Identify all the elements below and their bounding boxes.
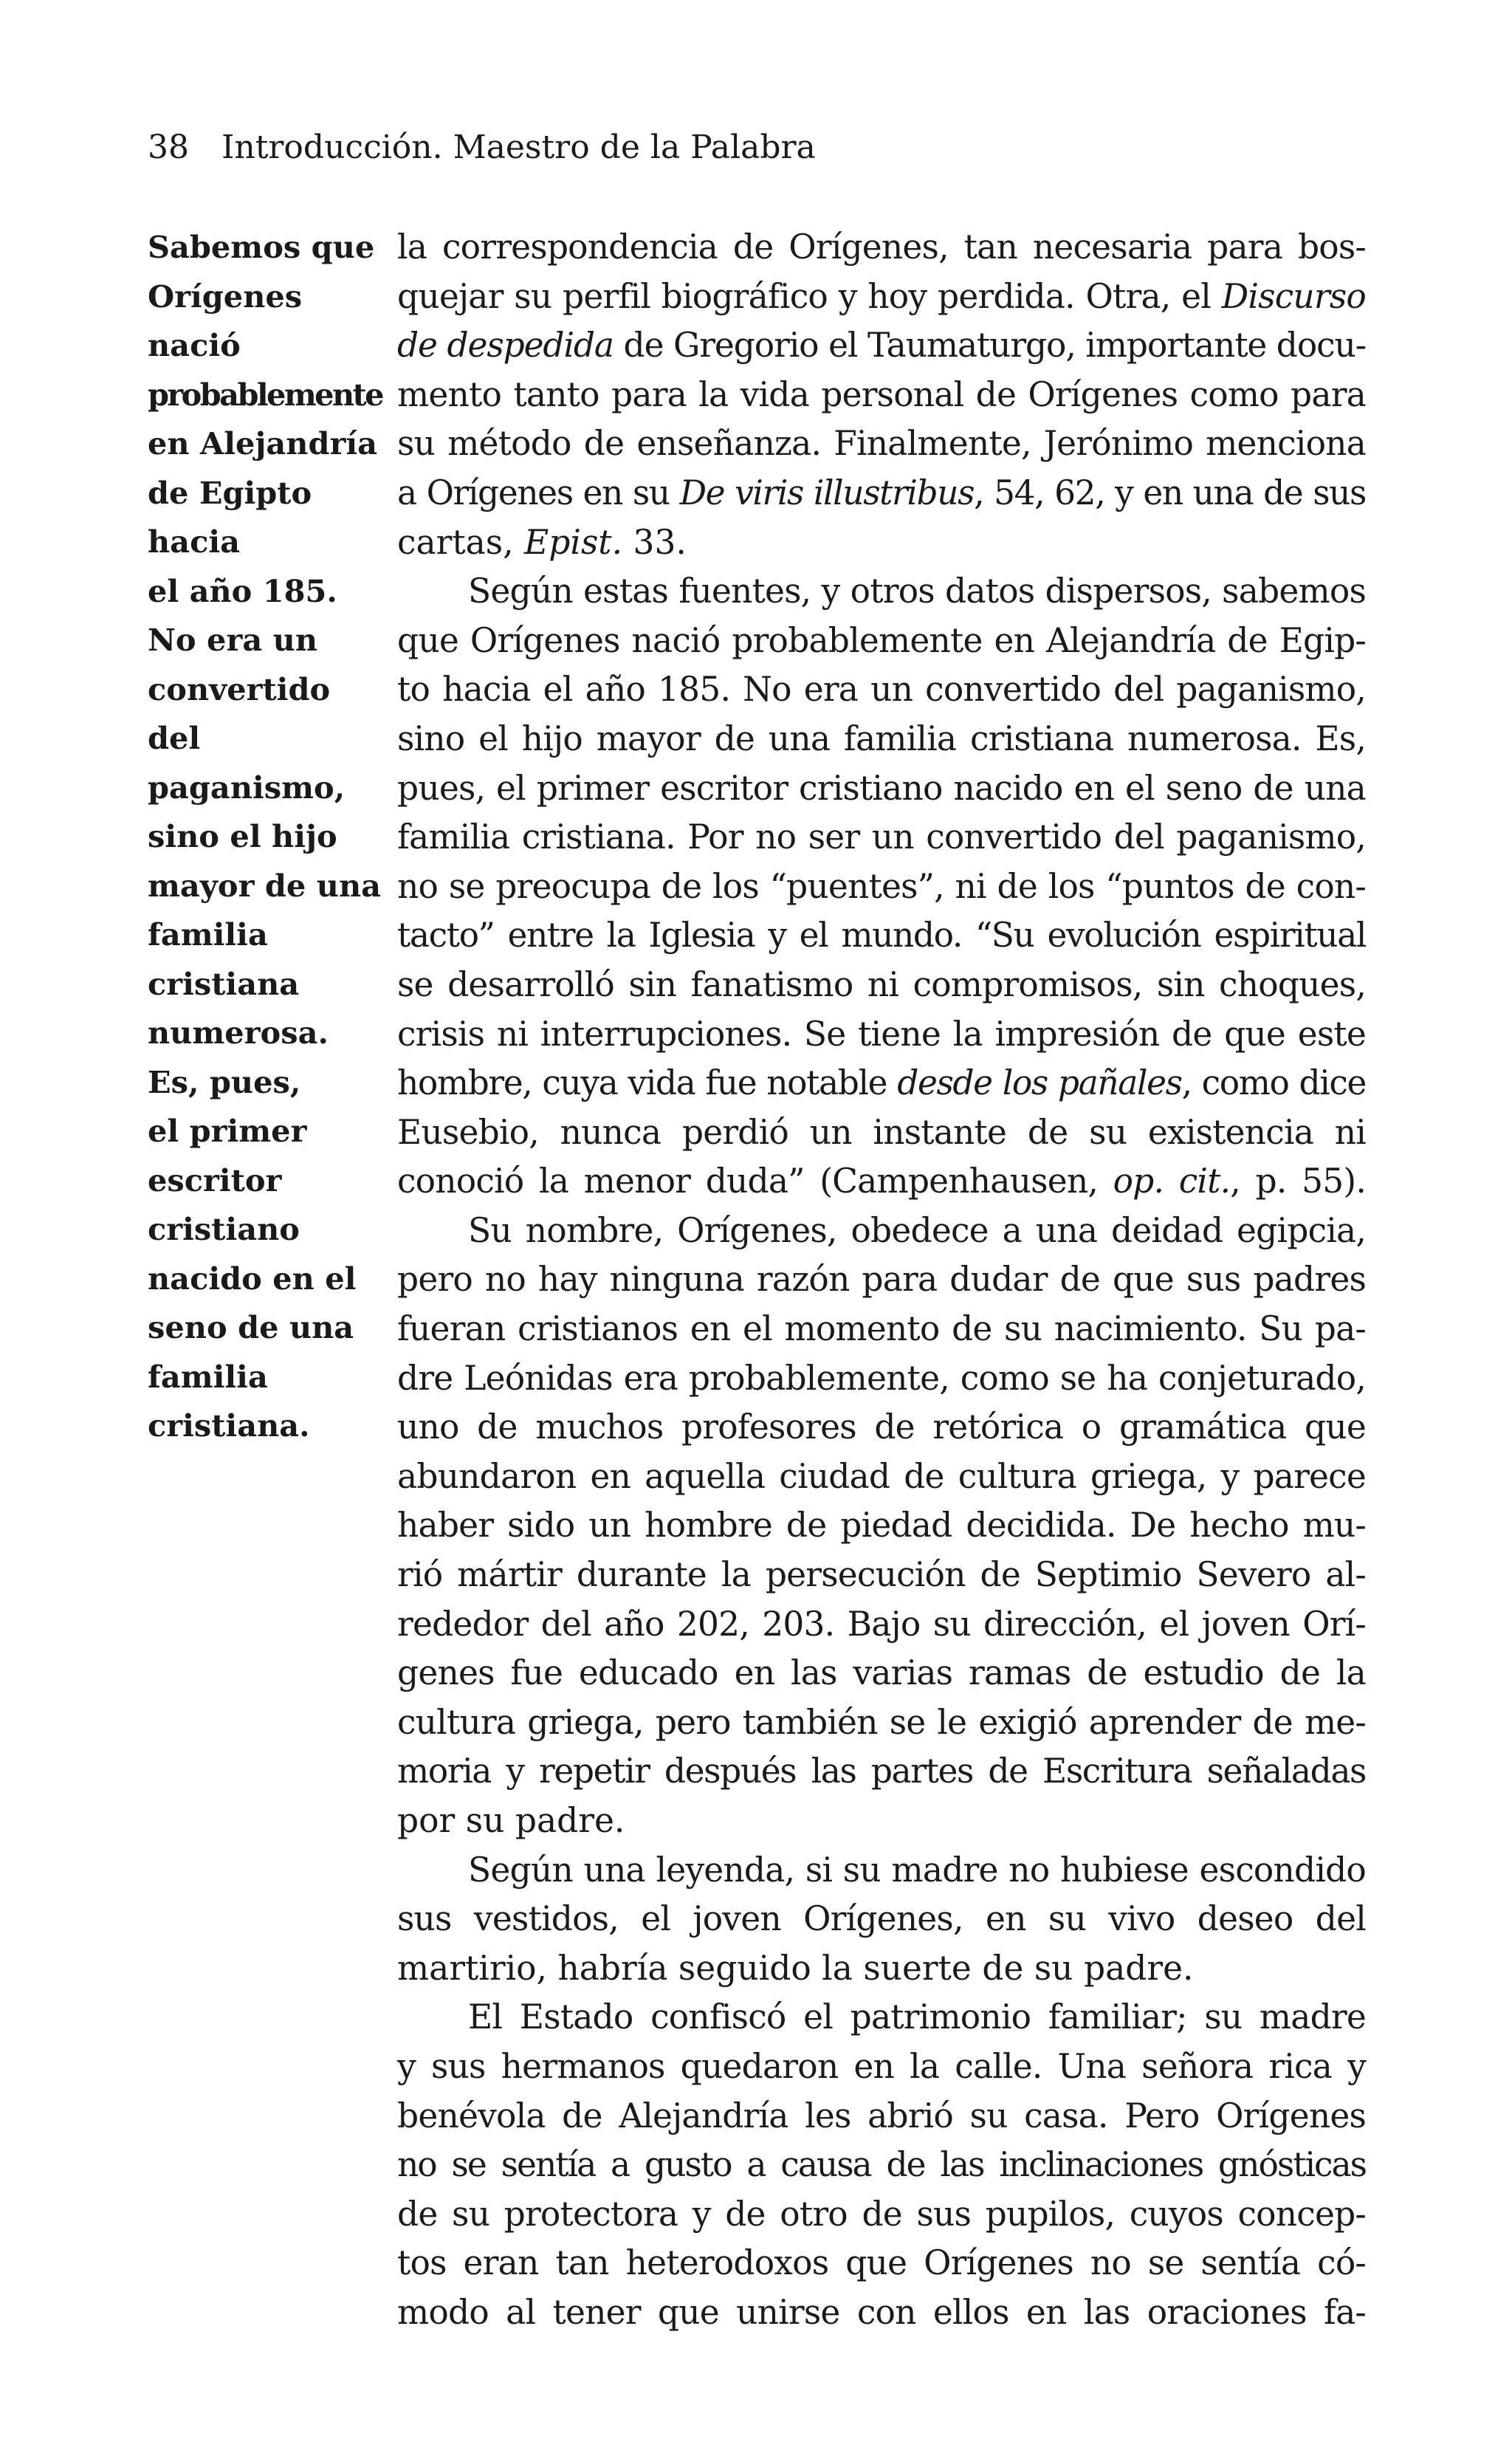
margin-note-line: de Egipto [148,474,312,511]
text-line: se desarrolló sin fanatismo ni compromisos, sin choques, [397,964,1366,1004]
text-line: conoció la menor duda” (Campenhausen, op. cit., p. 55). [397,1162,1366,1201]
text-line: hombre, cuya vida fue notable desde los pañales, como dice [397,1063,1367,1103]
italic-title: De viris illustribus [679,473,975,512]
text-line: mento tanto para la vida personal de Orígenes como para [397,374,1366,414]
text-line: a Orígenes en su De viris illustribus, 54, 62, y en una de sus [397,473,1367,512]
text-line: por su padre. [397,1801,625,1840]
text-line: abundaron en aquella ciudad de cultura griega, y parece [397,1456,1366,1496]
running-title: Introducción. Maestro de la Palabra [221,128,816,166]
text-line: benévola de Alejandría les abrió su casa. Pero Orígenes [397,2096,1366,2135]
margin-note-line: mayor de una [148,867,382,904]
text-line: sus vestidos, el joven Orígenes, en su vivo deseo del [397,1899,1366,1939]
text-line: y sus hermanos quedaron en la calle. Una señora rica y [397,2046,1366,2086]
text-line: Según una leyenda, si su madre no hubiese escondido [468,1850,1366,1890]
italic-title: Epist. [524,522,623,562]
text-line: rió mártir durante la persecución de Septimio Severo al- [397,1555,1366,1595]
italic-citation: op. cit. [1113,1162,1231,1201]
margin-note-line: sino el hijo [148,818,337,854]
text-line: dre Leónidas era probablemente, como se ha conjeturado, [397,1358,1366,1398]
margin-note-line: cristiano [148,1211,300,1247]
text-line: pues, el primer escritor cristiano nacido en el seno de una [397,768,1366,808]
text-line: Su nombre, Orígenes, obedece a una deidad egipcia, [468,1210,1366,1250]
text-line: de despedida de Gregorio el Taumaturgo, importante docu- [397,326,1366,366]
body-text [397,223,1366,2338]
text-line: que Orígenes nació probablemente en Alejandría de Egip- [397,620,1366,660]
margin-note-line: Es, pues, [148,1063,301,1100]
text-line: cartas, Epist. 33. [397,522,687,562]
margin-note-line: el primer [148,1113,307,1149]
margin-note [148,223,399,1451]
margin-note-line: nacido en el [148,1260,357,1297]
text-line: cultura griega, pero también se le exigió aprender de me- [397,1702,1366,1742]
text-line: El Estado confiscó el patrimonio familiar; su madre [468,1997,1366,2037]
margin-note-line: del [148,720,201,756]
margin-note-line: el año 185. [148,572,337,609]
margin-note-line: hacia [148,524,240,560]
margin-note-line: paganismo, [148,769,346,806]
italic-title: de despedida [397,326,614,366]
text-line: crisis ni interrupciones. Se tiene la impresión de que este [397,1014,1366,1054]
text-line: uno de muchos profesores de retórica o gramática que [397,1407,1366,1447]
text-line: martirio, habría seguido la suerte de su padre. [397,1948,1194,1988]
margin-note-line: familia [148,916,268,953]
margin-note-line: cristiana. [148,1407,310,1444]
margin-note-line: No era un [148,622,318,658]
margin-note-line: cristiana [148,965,300,1002]
text-line: haber sido un hombre de piedad decidida. De hecho mu- [397,1506,1366,1545]
text-line: la correspondencia de Orígenes, tan necesaria para bos- [397,227,1366,267]
text-line: no se sentía a gusto a causa de las inclinaciones gnósticas [397,2145,1366,2185]
text-line: rededor del año 202, 203. Bajo su dirección, el joven Orí- [397,1604,1366,1644]
page-number: 38 [148,128,189,166]
italic-phrase: desde los pañales [897,1063,1182,1103]
text-line: tos eran tan heterodoxos que Orígenes no se sentía có- [397,2243,1366,2283]
margin-note-line: convertido [148,670,331,707]
text-line: quejar su perfil biográfico y hoy perdida. Otra, el Discurso [397,276,1366,316]
text-line: Eusebio, nunca perdió un instante de su existencia ni [397,1112,1366,1152]
margin-note-line: escritor [148,1162,282,1198]
text-line: modo al tener que unirse con ellos en las oraciones fa- [397,2292,1366,2332]
text-line: tacto” entre la Iglesia y el mundo. “Su evolución espiritual [397,916,1366,956]
text-line: sino el hijo mayor de una familia cristiana numerosa. Es, [397,718,1366,758]
text-line: familia cristiana. Por no ser un convertido del paganismo, [397,817,1366,857]
text-line: de su protectora y de otro de sus pupilos, cuyos concep- [397,2194,1366,2234]
running-header [148,124,816,171]
margin-note-line: probablemente [148,376,382,413]
margin-note-line: en Alejandría [148,425,378,462]
text-line: moria y repetir después las partes de Escritura señaladas [397,1752,1366,1791]
text-line: pero no hay ninguna razón para dudar de que sus padres [397,1260,1366,1300]
margin-note-line: nació [148,327,241,363]
margin-note-line: seno de una [148,1309,354,1345]
margin-note-line: familia [148,1358,268,1395]
text-line: to hacia el año 185. No era un convertido del paganismo, [397,670,1366,710]
margin-note-line: numerosa. [148,1015,329,1051]
margin-note-line: Orígenes [148,278,303,315]
text-line: Según estas fuentes, y otros datos dispersos, sabemos [468,572,1366,611]
text-line: fueran cristianos en el momento de su nacimiento. Su pa- [397,1309,1366,1349]
text-line: su método de enseñanza. Finalmente, Jerónimo menciona [397,424,1366,464]
margin-note-line: Sabemos que [148,229,375,265]
italic-title: Discurso [1221,276,1366,316]
text-line: genes fue educado en las varias ramas de estudio de la [397,1653,1366,1693]
text-line: no se preocupa de los “puentes”, ni de los “puntos de con- [397,866,1366,906]
